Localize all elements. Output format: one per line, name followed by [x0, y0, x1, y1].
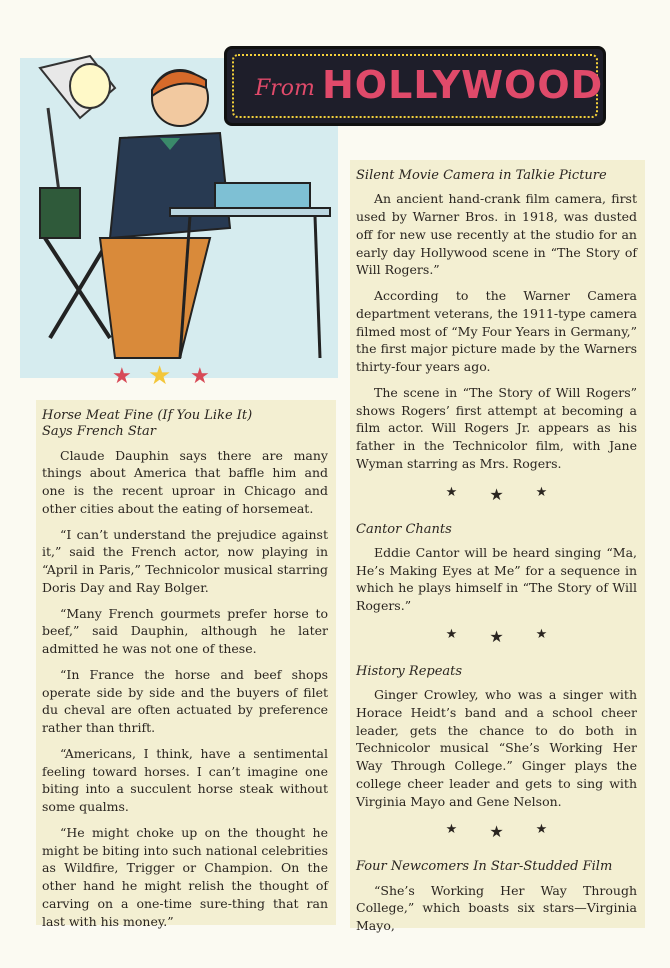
paragraph: Eddie Cantor will be heard singing “Ma, He’s Making Eyes at Me” for a sequence in which he plays himself in “The Story of Will Rogers.”: [356, 544, 637, 613]
star-divider: ★ ★ ★: [445, 626, 548, 646]
svg-text:★: ★: [190, 364, 210, 389]
paragraph: “Americans, I think, have a sentimental feeling toward horses. I can’t imagine one biting into a succulent horse steak without some qualms.: [42, 745, 328, 814]
decorative-stars: [112, 361, 210, 391]
paragraph: Ginger Crowley, who was a singer with Horace Heidt’s band and a school cheer leader, gets the chance to do both in Technicolor musical “She’s Working Her Way Through College.” Ginger plays the college cheer leader and gets to sing with Virginia Mayo and Gene Nelson.: [356, 687, 637, 809]
paragraph: “She’s Working Her Way Through College,” which boasts six stars—Virginia Mayo,: [356, 882, 637, 933]
marquee-sign: [224, 46, 606, 126]
paragraph: An ancient hand-crank film camera, first used by Warner Bros. in 1918, was dusted off for new use recently at the studio for an early day Hollywood scene in “The Story of Will Rogers.”: [356, 191, 637, 278]
section-subtitle: Says French Star: [42, 424, 156, 440]
paragraph: Claude Dauphin says there are many things about America that baffle him and one is the recent uproar in Chicago and other cities about the eating of horsemeat.: [42, 447, 328, 516]
paragraph: “Many French gourmets prefer horse to beef,” said Dauphin, although he later admitted he was not one of these.: [42, 605, 328, 656]
paragraph: “In France the horse and beef shops operate side by side and the buyers of filet du cheval are often actuated by preference rather than thrift.: [42, 666, 328, 735]
svg-text:★: ★: [112, 364, 132, 389]
section-title: Cantor Chants: [356, 521, 452, 537]
star-divider: ★ ★ ★: [445, 822, 548, 842]
right-column: [350, 160, 645, 933]
sign-from: From: [255, 76, 315, 101]
section-title: History Repeats: [356, 663, 463, 679]
paragraph: The scene in “The Story of Will Rogers” shows Rogers’ first attempt at becoming a film actor. Will Rogers Jr. appears as his father in the Technicolor film, with Jane Wyman starring as Mrs. Rogers.: [356, 384, 637, 471]
svg-text:★: ★: [148, 361, 172, 391]
paragraph: “I can’t understand the prejudice against it,” said the French actor, now playing in “April in Paris,” Technicolor musical starring Doris Day and Ray Bolger.: [42, 526, 328, 595]
section-title: Horse Meat Fine (If You Like It): [42, 408, 253, 423]
paragraph: According to the Warner Camera department veterans, the 1911-type camera filmed most of “My Four Years in Germany,” the first major picture made by the Warners thirty-four years ago.: [356, 288, 637, 374]
section-title: Four Newcomers In Star-Studded Film: [356, 859, 613, 875]
section-title: Silent Movie Camera in Talkie Picture: [356, 168, 607, 183]
paragraph: “He might choke up on the thought he might be biting into such national celebrities as Wildfire, Trigger or Champion. On the other hand he might relish the thought of carving on a one-time sure-thing that ran last with his money.”: [42, 824, 328, 929]
sign-title: HOLLYWOOD: [322, 63, 604, 107]
left-column: [36, 400, 336, 929]
star-divider: ★ ★ ★: [445, 484, 548, 504]
